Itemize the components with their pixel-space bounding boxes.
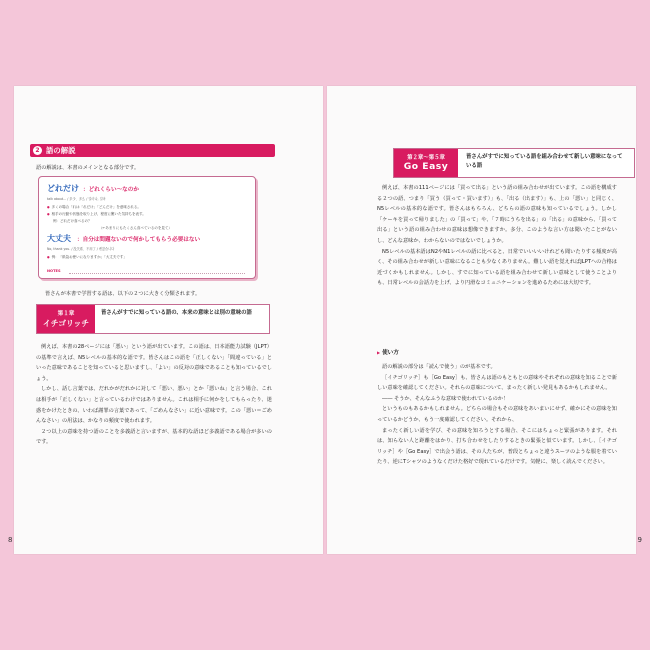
right-body-paragraph: N5レベルの基本語はN2やN1レベルの語に比べると、日常でいいいいけれども聞いたりする頻度が高く、その組み合わせが新しい意味になることも少なくありません。難しい語を覚えればJLPTへの合格は近づくかもしれません。しかし、すでに知っている語を組み合わせて新しい意味として使うことよりも、日常レベルの会話力を上げ、より円滑なコミュニケーションを進めるためには大切です。	[377, 248, 617, 287]
chapter1-label: 第１章	[57, 311, 75, 317]
entry1-word: どれだけ	[47, 184, 79, 193]
notes-line	[69, 273, 245, 274]
left-body-paragraph: ２つ以上の意味を持つ語のことを多義語と言いますが、基本的な語ほど多義語である場合が多いのです。	[36, 428, 272, 446]
left-body-paragraph: 例えば、本書の28ページには「悪い」という語が出ています。この語は、日本語能力試験（JLPT）の基準で言えば、N5レベルの基本的な語です。皆さんはこの語を「正しくない」「間違っている」といった意味であることを知っていると思いますし、「よい」の反対の意味であることも知っているでしょう。	[36, 344, 272, 382]
entry1-example-note: （←あまりにもたくさん食べているのを見て）	[99, 226, 172, 230]
right-page	[327, 86, 642, 554]
usage-paragraph: 語の解説の部分は「読んで使う」のが基本です。	[382, 364, 496, 370]
usage-paragraph: まったく新しい語を学び、その意味を知ろうとする場合、そこにはちょっと緊張があります。それは、知らない人と距離をはかり、打ち合わせをしたりするときの緊張と似ています。しかし、［イチゴリッチ］や［Go Easy］で出会う語は、その人たちが、普段とちょっと違うスーツのような服を着ていたり、逆にTシャツのようなくだけた格好で現れているだけです。気軽に、楽しく読んでください。	[377, 427, 617, 466]
chapter2-5-desc: 皆さんがすでに知っている語を組み合わせて新しい意味になっている語	[466, 154, 623, 169]
left-page	[8, 86, 323, 554]
left-body	[36, 342, 272, 448]
entry2-bullet-1: ● 例：「紙袋お使いになりますか」「大丈夫です」	[47, 255, 127, 260]
entry2-meaning: ：自分は問題ないので何かしてもらう必要はない	[77, 237, 201, 243]
usage-body	[377, 362, 617, 468]
usage-paragraph: ―― そうか、そんなふうな意味で使われているのか！	[382, 395, 509, 402]
entry1-bullet-1: ● 多くの場合「れは「れだけ」「どんだけ」を意味される。	[47, 205, 141, 210]
right-body	[377, 183, 617, 289]
chapter2-5-tag	[394, 149, 458, 177]
chapter2-5-box	[393, 148, 635, 178]
chapter2-5-name: Go Easy	[403, 161, 449, 172]
usage-paragraph: というものもあるかもしれません。どちらの場合もその意味をあいまいにせず、確かにその意味を知っているかどうか、もう一度確認してください。それから、	[377, 406, 617, 423]
chapter2-5-label: 第２章～第５章	[407, 155, 445, 161]
notes-label: NOTES	[47, 269, 61, 273]
entry1-translation: talk about... / 多少、多么 / 얼마나, 얼마	[47, 197, 106, 201]
page-number: 9	[637, 536, 642, 544]
usage-heading: ▶ 使い方	[377, 348, 399, 356]
page-number: 8	[8, 536, 13, 544]
entry2-word: 大丈夫	[47, 234, 71, 243]
chapter1-box	[36, 304, 270, 334]
intro-text: 語の解説は、本書のメインとなる部分です。	[36, 165, 140, 171]
entry2-translation: No, thank you. / 没关系、不用了 / 괜찮습니다	[47, 247, 115, 251]
chapter1-desc: 皆さんがすでに知っている語の、本来の意味とは別の意味の語	[101, 310, 252, 316]
chapter1-tag	[37, 305, 95, 333]
classification-text: 皆さんが本書で学習する語は、以下の２つに大きく分類されます。	[45, 291, 201, 297]
entry1-bullet-2: ● 相手の行動や状態を取り上げ、程度に驚いた気持ちを表す。	[47, 212, 146, 217]
entry1-example: 例：どれだけ食べるの？	[53, 219, 92, 223]
right-body-paragraph: 例えば、本書の111ページには「買って出る」という語の組み合わせが出ています。この語を構成する２つの語、つまり「買う（買って・買います）」も、「出る（出ます）」も、上の「悪い」と同じく、N5レベルの基本的な語です。皆さんはもちろん、どちらの語の意味も知っているでしょう。しかし「ケーキを買って帰りました」の「買って」や、「７時にうちを出る」の「出る」の意味から、「買って出る」という語の組み合わせの意味は想像できますか。多分、このような言い方は聞いたことがないし、どんな意味か、わからないのではないでしょうか。	[377, 185, 617, 244]
left-body-paragraph: しかし、話し言葉では、だれかがだれかに対して「悪い、悪い」とか「悪いね」と言う場合、これは相手が「正しくない」と言っているわけではありません。これは相手に何かをしてもらったり、迷惑をかけたときの、いわば謝罪の言葉であって、「ごめんなさい」に近い意味です。この「悪い＝ごめんなさい」の用法は、かなりの頻度で使われます。	[36, 386, 272, 425]
chapter1-name: イチゴリッチ	[42, 319, 90, 328]
usage-paragraph: ［イチゴリッチ］も［Go Easy］も、皆さんは語のもともとの意味やそれぞれの意味を知ることで新しい意味を確認してください。それらの意味について、まったく新しい発見もあるかもしれません。	[377, 374, 617, 392]
entry1-meaning: ：どれくらい～なのか	[83, 187, 139, 193]
section-number: 2	[33, 146, 42, 155]
sample-entry-box	[38, 176, 256, 279]
section-header	[30, 144, 275, 157]
section-title: 語の解説	[46, 146, 76, 155]
